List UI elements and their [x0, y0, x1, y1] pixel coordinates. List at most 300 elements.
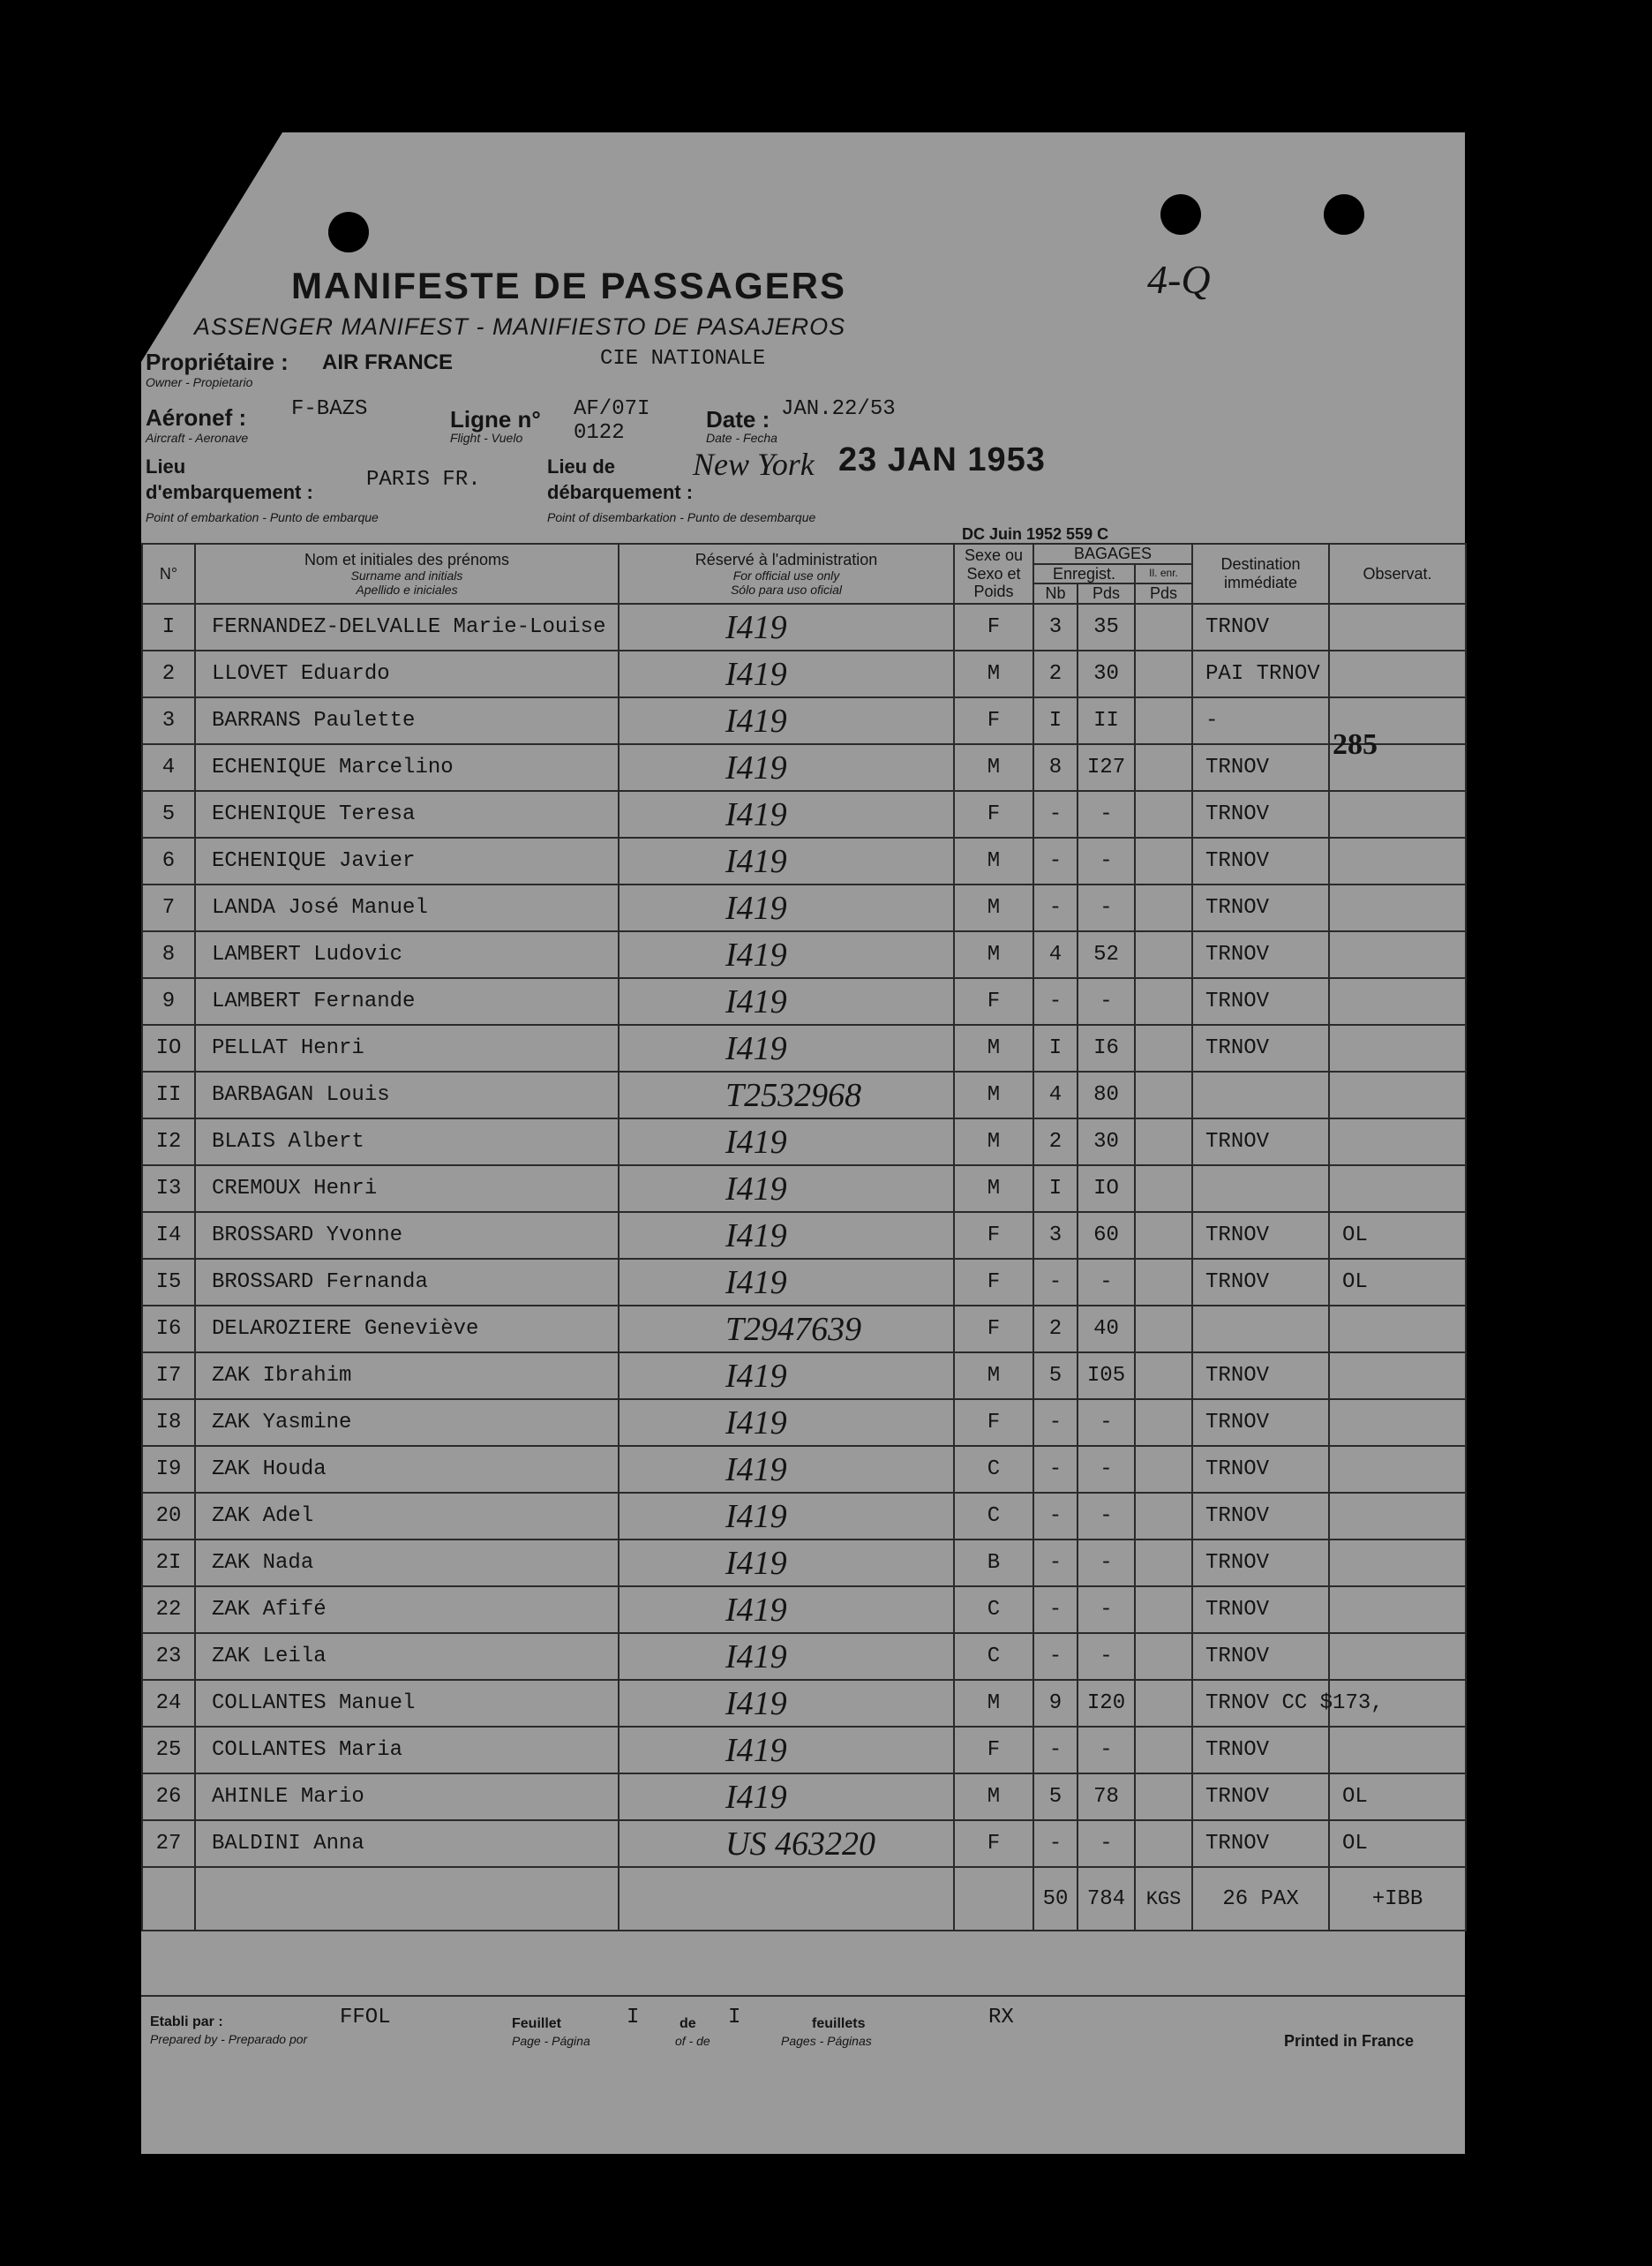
passenger-sex: M [954, 1072, 1033, 1118]
passenger-name: BROSSARD Fernanda [195, 1259, 619, 1306]
col-admin-title: Réservé à l'administration [695, 550, 878, 568]
destination [1192, 1306, 1329, 1352]
table-row [142, 1259, 1466, 1306]
baggage-count: - [1033, 1446, 1078, 1493]
admin-code: I419 [619, 1446, 954, 1493]
table-row [142, 791, 1466, 838]
row-number: I4 [142, 1212, 195, 1259]
baggage-count: I [1033, 697, 1078, 744]
passenger-sex: F [954, 1259, 1033, 1306]
row-number: 26 [142, 1773, 195, 1820]
row-number: IO [142, 1025, 195, 1072]
col-nb-header: Nb [1033, 583, 1078, 604]
unregistered-weight [1135, 1259, 1192, 1306]
passenger-name: LAMBERT Ludovic [195, 931, 619, 978]
passenger-sex: F [954, 604, 1033, 651]
observation [1329, 604, 1466, 651]
baggage-count: - [1033, 1259, 1078, 1306]
passenger-name: ZAK Nada [195, 1540, 619, 1586]
observation [1329, 1586, 1466, 1633]
table-row [142, 1025, 1466, 1072]
baggage-count: - [1033, 1727, 1078, 1773]
baggage-count: 3 [1033, 604, 1078, 651]
unregistered-weight [1135, 1165, 1192, 1212]
passenger-sex: F [954, 1727, 1033, 1773]
observation [1329, 1165, 1466, 1212]
observation [1329, 1072, 1466, 1118]
baggage-count: - [1033, 791, 1078, 838]
printed-in: Printed in France [1284, 2032, 1415, 2050]
table-row [142, 1118, 1466, 1165]
baggage-count: - [1033, 1633, 1078, 1680]
observation [1329, 885, 1466, 931]
col-obs-header: Observat. [1329, 544, 1466, 604]
col-name-title: Nom et initiales des prénoms [304, 550, 510, 568]
passenger-sex: F [954, 1399, 1033, 1446]
table-row [142, 1446, 1466, 1493]
observation [1329, 651, 1466, 697]
baggage-count: 2 [1033, 1306, 1078, 1352]
table-row [142, 1306, 1466, 1352]
manifest-sheet [141, 132, 1465, 2154]
destination: TRNOV [1192, 1352, 1329, 1399]
row-number: I8 [142, 1399, 195, 1446]
passenger-sex: C [954, 1586, 1033, 1633]
passenger-sex: F [954, 1306, 1033, 1352]
passenger-name: COLLANTES Maria [195, 1727, 619, 1773]
passenger-name: ZAK Houda [195, 1446, 619, 1493]
table-row [142, 885, 1466, 931]
baggage-weight: - [1078, 791, 1135, 838]
baggage-weight: 80 [1078, 1072, 1135, 1118]
table-row [142, 1072, 1466, 1118]
flight-value-2: 0122 [574, 421, 625, 445]
baggage-count: 9 [1033, 1680, 1078, 1727]
col-admin-es: Sólo para uso oficial [730, 583, 843, 598]
unregistered-weight [1135, 744, 1192, 791]
table-row [142, 1773, 1466, 1820]
admin-code: I419 [619, 1633, 954, 1680]
punch-hole [1160, 194, 1201, 235]
admin-code: I419 [619, 838, 954, 885]
unregistered-weight [1135, 791, 1192, 838]
baggage-count: - [1033, 838, 1078, 885]
admin-code: I419 [619, 1118, 954, 1165]
admin-code: I419 [619, 1025, 954, 1072]
baggage-weight: 30 [1078, 651, 1135, 697]
unregistered-weight [1135, 697, 1192, 744]
prepared-value: FFOL [340, 2006, 391, 2029]
passenger-sex: M [954, 1025, 1033, 1072]
company-value: CIE NATIONALE [600, 347, 766, 371]
baggage-weight: - [1078, 885, 1135, 931]
destination [1192, 1072, 1329, 1118]
baggage-count: 5 [1033, 1352, 1078, 1399]
row-number: 22 [142, 1586, 195, 1633]
embarkation-label: Lieu d'embarquement : [146, 455, 313, 503]
passenger-name: ECHENIQUE Marcelino [195, 744, 619, 791]
observation [1329, 838, 1466, 885]
col-name-header [195, 544, 619, 604]
unregistered-weight [1135, 1773, 1192, 1820]
col-unreg-pds-header: Pds [1135, 583, 1192, 604]
admin-code: I419 [619, 1212, 954, 1259]
destination: PAI TRNOV [1192, 651, 1329, 697]
disembarkation-sublabel: Point of disembarkation - Punto de desembarque [547, 510, 816, 524]
baggage-weight: I20 [1078, 1680, 1135, 1727]
total-extra: +IBB [1329, 1867, 1466, 1931]
baggage-weight: 78 [1078, 1773, 1135, 1820]
row-number: 2 [142, 651, 195, 697]
table-row [142, 1727, 1466, 1773]
passenger-name: COLLANTES Manuel [195, 1680, 619, 1727]
admin-code: I419 [619, 978, 954, 1025]
embarkation-value: PARIS FR. [366, 468, 481, 492]
baggage-count: - [1033, 1820, 1078, 1867]
row-number: 20 [142, 1493, 195, 1540]
row-number: 27 [142, 1820, 195, 1867]
destination: TRNOV [1192, 931, 1329, 978]
observation [1329, 1352, 1466, 1399]
date-value: JAN.22/53 [781, 397, 896, 421]
unregistered-weight [1135, 1586, 1192, 1633]
table-row [142, 604, 1466, 651]
row-number: 25 [142, 1727, 195, 1773]
table-row [142, 978, 1466, 1025]
col-sex-header: Sexe ou Sexo et Poids [954, 544, 1033, 604]
col-admin-header [619, 544, 954, 604]
table-row [142, 651, 1466, 697]
baggage-count: 8 [1033, 744, 1078, 791]
passenger-name: ECHENIQUE Javier [195, 838, 619, 885]
prepared-label: Etabli par : [150, 2014, 223, 2029]
admin-code: US 463220 [619, 1820, 954, 1867]
table-row [142, 697, 1466, 744]
page-value: I [627, 2006, 640, 2029]
flight-value: AF/07I [574, 397, 650, 421]
passenger-name: BLAIS Albert [195, 1118, 619, 1165]
table-row [142, 1586, 1466, 1633]
row-number: I2 [142, 1118, 195, 1165]
passenger-table [141, 543, 1467, 1931]
punch-hole [328, 212, 369, 252]
admin-code: I419 [619, 885, 954, 931]
baggage-weight: IO [1078, 1165, 1135, 1212]
passenger-sex: M [954, 1773, 1033, 1820]
date-label: Date : [706, 406, 770, 433]
baggage-count: 3 [1033, 1212, 1078, 1259]
passenger-name: LANDA José Manuel [195, 885, 619, 931]
destination: TRNOV [1192, 604, 1329, 651]
row-number: I7 [142, 1352, 195, 1399]
destination: TRNOV [1192, 1633, 1329, 1680]
table-row [142, 1165, 1466, 1212]
destination: TRNOV [1192, 838, 1329, 885]
unregistered-weight [1135, 1212, 1192, 1259]
destination: TRNOV [1192, 1727, 1329, 1773]
unregistered-weight [1135, 1820, 1192, 1867]
destination: TRNOV [1192, 978, 1329, 1025]
row-number: 23 [142, 1633, 195, 1680]
baggage-weight: 40 [1078, 1306, 1135, 1352]
passenger-name: ZAK Ibrahim [195, 1352, 619, 1399]
baggage-count: - [1033, 1399, 1078, 1446]
row-number: 24 [142, 1680, 195, 1727]
row-number: I3 [142, 1165, 195, 1212]
baggage-count: - [1033, 978, 1078, 1025]
page-label: Feuillet [512, 2016, 562, 2031]
passenger-sex: M [954, 1680, 1033, 1727]
passenger-sex: F [954, 1820, 1033, 1867]
passenger-name: BROSSARD Yvonne [195, 1212, 619, 1259]
baggage-weight: 52 [1078, 931, 1135, 978]
admin-code: I419 [619, 791, 954, 838]
observation [1329, 1306, 1466, 1352]
table-row [142, 1493, 1466, 1540]
baggage-count: I [1033, 1165, 1078, 1212]
admin-code: T2532968 [619, 1072, 954, 1118]
passenger-sex: M [954, 931, 1033, 978]
observation: OL [1329, 1259, 1466, 1306]
passenger-sex: C [954, 1446, 1033, 1493]
form-code: DC Juin 1952 559 C [962, 525, 1109, 543]
table-row [142, 1540, 1466, 1586]
observation [1329, 1446, 1466, 1493]
observation [1329, 1540, 1466, 1586]
col-registered-header: Enregist. [1033, 564, 1135, 584]
pages-label: feuillets [812, 2016, 866, 2031]
aircraft-sublabel: Aircraft - Aeronave [146, 431, 249, 445]
passenger-sex: F [954, 1212, 1033, 1259]
col-name-es: Apellido e iniciales [356, 583, 458, 598]
table-row [142, 1212, 1466, 1259]
admin-code: T2947639 [619, 1306, 954, 1352]
baggage-count: 2 [1033, 1118, 1078, 1165]
row-number: I [142, 604, 195, 651]
baggage-weight: - [1078, 1633, 1135, 1680]
observation [1329, 1399, 1466, 1446]
destination: TRNOV [1192, 1212, 1329, 1259]
row-number: 6 [142, 838, 195, 885]
baggage-weight: - [1078, 1446, 1135, 1493]
observation [1329, 1118, 1466, 1165]
passenger-sex: M [954, 1118, 1033, 1165]
baggage-count: - [1033, 1586, 1078, 1633]
col-baggage-header: BAGAGES [1033, 544, 1192, 564]
passenger-name: PELLAT Henri [195, 1025, 619, 1072]
destination: TRNOV [1192, 1399, 1329, 1446]
observation [1329, 1633, 1466, 1680]
row-number: 3 [142, 697, 195, 744]
admin-code: I419 [619, 1727, 954, 1773]
row-number: 2I [142, 1540, 195, 1586]
baggage-count: 2 [1033, 651, 1078, 697]
observation [1329, 791, 1466, 838]
destination: TRNOV [1192, 885, 1329, 931]
passenger-name: BALDINI Anna [195, 1820, 619, 1867]
total-passengers: 26 PAX [1192, 1867, 1329, 1931]
observation [1329, 931, 1466, 978]
baggage-weight: - [1078, 1586, 1135, 1633]
total-weight: 784 [1078, 1867, 1135, 1931]
disembarkation-label: Lieu de débarquement : [547, 455, 694, 503]
of-sublabel: of - de [675, 2034, 710, 2048]
form-subtitle: ASSENGER MANIFEST - MANIFIESTO DE PASAJEROS [194, 313, 846, 340]
baggage-weight: 35 [1078, 604, 1135, 651]
unregistered-weight [1135, 978, 1192, 1025]
baggage-weight: - [1078, 978, 1135, 1025]
row-number: 9 [142, 978, 195, 1025]
aircraft-label: Aéronef : [146, 404, 247, 431]
owner-sublabel: Owner - Propietario [146, 375, 253, 389]
destination: - [1192, 697, 1329, 744]
passenger-sex: C [954, 1493, 1033, 1540]
baggage-count: - [1033, 1540, 1078, 1586]
flight-sublabel: Flight - Vuelo [450, 431, 523, 445]
totals-row [142, 1867, 1466, 1931]
table-row [142, 1820, 1466, 1867]
date-sublabel: Date - Fecha [706, 431, 777, 445]
unregistered-weight [1135, 1025, 1192, 1072]
flight-label: Ligne n° [450, 406, 541, 433]
unregistered-weight [1135, 1633, 1192, 1680]
embarkation-sublabel: Point of embarkation - Punto de embarque [146, 510, 379, 524]
passenger-sex: M [954, 885, 1033, 931]
aircraft-value: F-BAZS [291, 397, 368, 421]
baggage-weight: - [1078, 1259, 1135, 1306]
baggage-count: - [1033, 1493, 1078, 1540]
baggage-weight: - [1078, 1727, 1135, 1773]
passenger-name: ZAK Yasmine [195, 1399, 619, 1446]
col-dest-header: Destination immédiate [1192, 544, 1329, 604]
row-number: 8 [142, 931, 195, 978]
baggage-count: 4 [1033, 1072, 1078, 1118]
punch-hole [1324, 194, 1364, 235]
observation [1329, 1493, 1466, 1540]
row-number: 4 [142, 744, 195, 791]
unregistered-weight [1135, 1727, 1192, 1773]
unregistered-weight [1135, 1540, 1192, 1586]
baggage-weight: - [1078, 1493, 1135, 1540]
unregistered-weight [1135, 931, 1192, 978]
observation: OL [1329, 1820, 1466, 1867]
date-stamp: 23 JAN 1953 [838, 441, 1046, 478]
passenger-name: LLOVET Eduardo [195, 651, 619, 697]
observation [1329, 978, 1466, 1025]
row-number: 7 [142, 885, 195, 931]
baggage-weight: - [1078, 1399, 1135, 1446]
admin-code: I419 [619, 744, 954, 791]
admin-code: I419 [619, 1399, 954, 1446]
total-pages: I [728, 2006, 741, 2029]
handwritten-reference: 4-Q [1147, 257, 1211, 302]
admin-code: I419 [619, 1352, 954, 1399]
baggage-weight: I6 [1078, 1025, 1135, 1072]
passenger-name: DELAROZIERE Geneviève [195, 1306, 619, 1352]
passenger-name: BARBAGAN Louis [195, 1072, 619, 1118]
unregistered-weight [1135, 1118, 1192, 1165]
destination: TRNOV [1192, 1446, 1329, 1493]
baggage-count: - [1033, 885, 1078, 931]
baggage-weight: 60 [1078, 1212, 1135, 1259]
admin-code: I419 [619, 1540, 954, 1586]
owner-label: Propriétaire : [146, 349, 289, 375]
table-row [142, 1633, 1466, 1680]
baggage-weight: - [1078, 1820, 1135, 1867]
unregistered-weight [1135, 651, 1192, 697]
destination: TRNOV CC $173, [1192, 1680, 1329, 1727]
row-number: II [142, 1072, 195, 1118]
passenger-name: CREMOUX Henri [195, 1165, 619, 1212]
admin-code: I419 [619, 604, 954, 651]
observation [1329, 1025, 1466, 1072]
admin-code: I419 [619, 1259, 954, 1306]
passenger-sex: F [954, 697, 1033, 744]
baggage-weight: II [1078, 697, 1135, 744]
col-pds-header: Pds [1078, 583, 1135, 604]
unregistered-weight [1135, 885, 1192, 931]
total-unit: KGS [1135, 1867, 1192, 1931]
baggage-count: 4 [1033, 931, 1078, 978]
destination: TRNOV [1192, 1773, 1329, 1820]
observation [1329, 1727, 1466, 1773]
pages-sublabel: Pages - Páginas [781, 2034, 872, 2048]
admin-code: I419 [619, 697, 954, 744]
passenger-name: ZAK Adel [195, 1493, 619, 1540]
form-title: MANIFESTE DE PASSAGERS [291, 265, 846, 306]
admin-code: I419 [619, 1493, 954, 1540]
table-row [142, 1352, 1466, 1399]
table-row [142, 744, 1466, 791]
baggage-weight: I27 [1078, 744, 1135, 791]
table-row [142, 838, 1466, 885]
destination: TRNOV [1192, 1025, 1329, 1072]
row-number: I5 [142, 1259, 195, 1306]
baggage-weight: - [1078, 838, 1135, 885]
observation: OL [1329, 1212, 1466, 1259]
of-label: de [680, 2016, 696, 2031]
destination: TRNOV [1192, 1586, 1329, 1633]
destination: TRNOV [1192, 1259, 1329, 1306]
unregistered-weight [1135, 1399, 1192, 1446]
destination: TRNOV [1192, 744, 1329, 791]
admin-code: I419 [619, 1165, 954, 1212]
unregistered-weight [1135, 1680, 1192, 1727]
passenger-sex: B [954, 1540, 1033, 1586]
col-unreg-header: Il. enr. [1135, 564, 1192, 584]
disembarkation-value: New York [693, 447, 815, 482]
form-footer [141, 1995, 1465, 2085]
unregistered-weight [1135, 1446, 1192, 1493]
baggage-weight: I05 [1078, 1352, 1135, 1399]
destination: TRNOV [1192, 1540, 1329, 1586]
rx-mark: RX [988, 2006, 1014, 2029]
prepared-sublabel: Prepared by - Preparado por [150, 2032, 308, 2046]
owner-value: AIR FRANCE [322, 350, 453, 374]
observation: OL [1329, 1773, 1466, 1820]
passenger-sex: M [954, 1352, 1033, 1399]
unregistered-weight [1135, 604, 1192, 651]
passenger-sex: F [954, 791, 1033, 838]
baggage-weight: 30 [1078, 1118, 1135, 1165]
row-number: I9 [142, 1446, 195, 1493]
table-row [142, 1680, 1466, 1727]
admin-code: I419 [619, 931, 954, 978]
destination: TRNOV [1192, 1493, 1329, 1540]
passenger-name: FERNANDEZ-DELVALLE Marie-Louise [195, 604, 619, 651]
col-admin-en: For official use only [732, 568, 840, 583]
passenger-name: ZAK Afifé [195, 1586, 619, 1633]
